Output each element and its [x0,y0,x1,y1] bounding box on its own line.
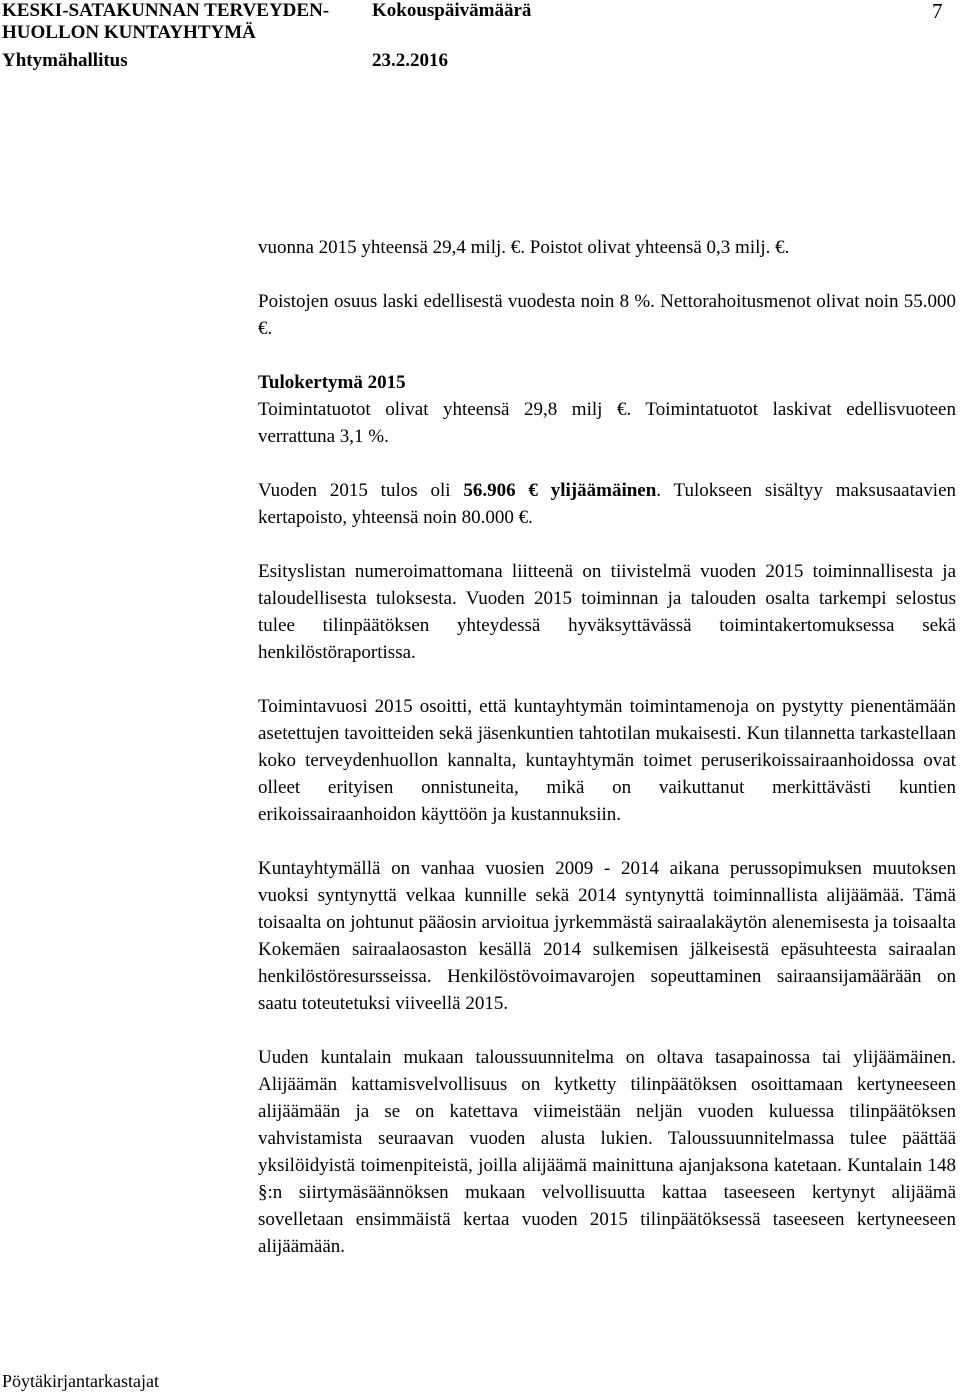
organization-name-line-2: HUOLLON KUNTAYHTYMÄ [2,22,256,43]
paragraph-municipal-act: Uuden kuntalain mukaan taloussuunnitelma on oltava tasapainossa tai ylijäämäinen. Alijäämän kattamisvelvollisuus on kytketty tilinpäätöksen osoittamaan kertyneeseen alijäämään ja se on katettava viimeistään neljän vuoden kuluessa tilinpäätöksen vahvistamista seuraavan vuoden alusta lukien. Taloussuunnitelmassa tulee päättää yksilöidyistä toimenpiteistä, joilla alijäämä mainittuna ajanjaksona katetaan. Kuntalain 148 §:n siirtymäsäännöksen mukaan velvollisuutta kattaa taseeseen kertynyt alijäämä sovelletaan ensimmäistä kertaa vuoden 2015 tilinpäätöksessä taseeseen kertyneeseen alijäämään. [258,1047,956,1257]
page-number: 7 [932,0,943,23]
paragraph-operating-income: Toimintatuotot olivat yhteensä 29,8 milj €. Toimintatuotot laskivat edellisvuoteen verrattuna 3,1 %. [258,399,956,447]
paragraph-operating-year: Toimintavuosi 2015 osoitti, että kuntayhtymän toimintamenoja on pystytty pienentämään asetettujen tavoitteiden sekä jäsenkuntien tahtotilan mukaisesti. Kun tilannetta tarkastellaan koko terveydenhuollon kannalta, kuntayhtymän toimet peruserikoissairaanhoidossa ovat olleet erityisen onnistuneita, mikä on vaikuttanut merkittävästi kuntien erikoissairaanhoidon käyttöön ja kustannuksiin. [258,696,956,825]
section-heading-tulokertyma: Tulokertymä 2015 [258,372,406,393]
paragraph-attachment: Esityslistan numeroimattomana liitteenä on tiivistelmä vuoden 2015 toiminnallisesta ja taloudellisesta tuloksesta. Vuoden 2015 toiminnan ja talouden osalta tarkempi selostus tulee tilinpäätöksen yhteydessä hyväksyttävässä toimintakertomuksessa sekä henkilöstöraportissa. [258,561,956,663]
result-text-after: . Tulokseen sisältyy maksusaatavien kertapoisto, yhteensä noin 80.000 €. [258,480,957,528]
meeting-date-label: Kokouspäivämäärä [372,0,532,21]
result-text-before: Vuoden 2015 tulos oli [258,480,464,501]
document-body [258,234,956,1260]
paragraph-depreciation: vuonna 2015 yhteensä 29,4 milj. €. Poistot olivat yhteensä 0,3 milj. €. [258,237,790,258]
paragraph-result [258,477,956,531]
footer-minutes-checkers: Pöytäkirjantarkastajat [2,1371,159,1391]
organization-name-line-1: KESKI-SATAKUNNAN TERVEYDEN- [2,0,330,21]
meeting-date: 23.2.2016 [372,50,448,71]
paragraph-debt: Kuntayhtymällä on vanhaa vuosien 2009 - 2014 aikana perussopimuksen muutoksen vuoksi syntynyttä velkaa kunnille sekä 2014 syntynyttä toiminnallista alijäämää. Tämä toisaalta on johtunut pääosin arvioitua jyrkemmästä sairaalakäytön alenemisesta ja toisaalta Kokemäen sairaalaosaston kesällä 2014 sulkemisen jälkeisestä epäsuhteesta sairaalan henkilöstöresursseissa. Henkilöstövoimavarojen sopeuttaminen sairaansijamäärään on saatu toteutetuksi viiveellä 2015. [258,858,956,1014]
governing-body-name: Yhtymähallitus [2,50,128,71]
result-surplus: 56.906 € ylijäämäinen [463,480,657,501]
paragraph-net-financing: Poistojen osuus laski edellisestä vuodesta noin 8 %. Nettorahoitusmenot olivat noin 55.000 €. [258,291,956,339]
